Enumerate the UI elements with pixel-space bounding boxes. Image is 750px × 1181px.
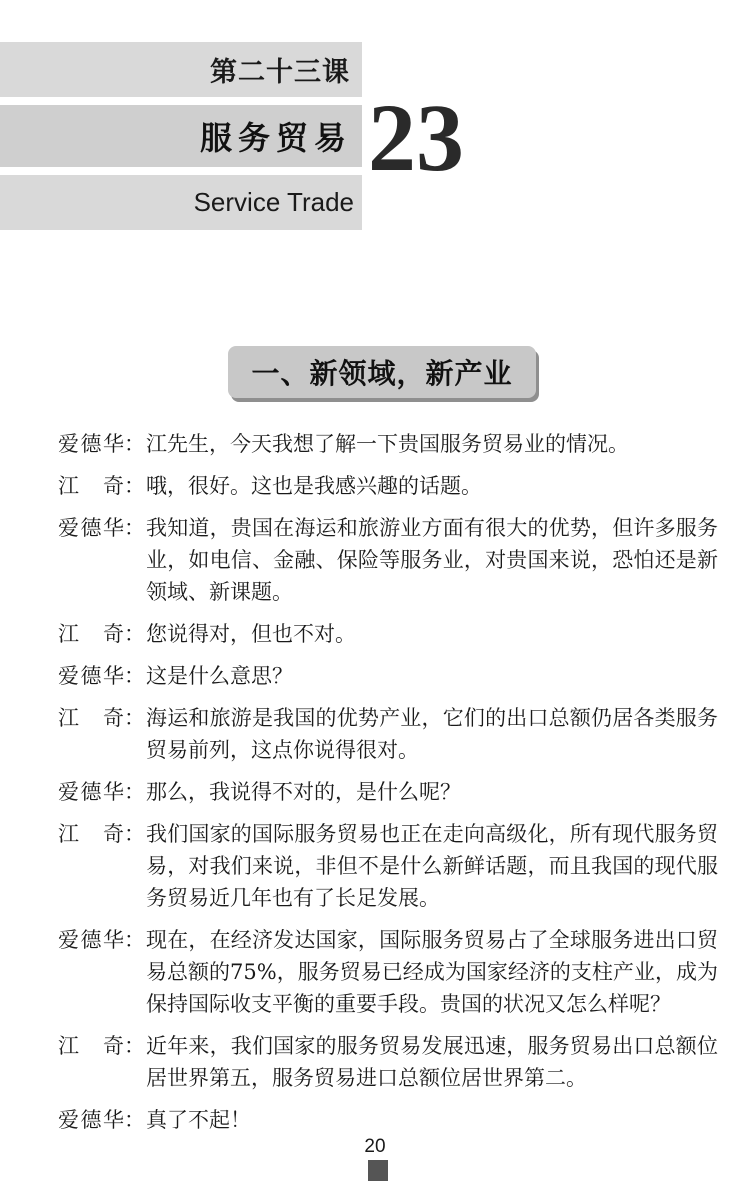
dialogue-turn: 爱德华 ： 我知道，贵国在海运和旅游业方面有很大的优势，但许多服务业，如电信、金融、保险等服务业，对贵国来说，恐怕还是新领域、新课题。 — [58, 512, 718, 608]
speech-text: 现在，在经济发达国家，国际服务贸易占了全球服务进出口贸易总额的75%，服务贸易已经成为国家经济的支柱产业，成为保持国际收支平衡的重要手段。贵国的状况又怎么样呢？ — [146, 928, 718, 1016]
speech-text: 哦，很好。这也是我感兴趣的话题。 — [146, 474, 482, 498]
speaker-name: 江奇 — [58, 622, 124, 646]
speech-text: 这是什么意思？ — [146, 664, 293, 688]
speech-text: 我们国家的国际服务贸易也正在走向高级化，所有现代服务贸易，对我们来说，非但不是什么新鲜话题，而且我国的现代服务贸易近几年也有了长足发展。 — [146, 822, 718, 910]
dialogue-turn: 爱德华 ： 真了不起！ — [58, 1104, 718, 1136]
speech-text: 真了不起！ — [146, 1108, 251, 1132]
speaker-name: 江奇 — [58, 474, 124, 498]
dialogue-turn: 爱德华 ： 江先生，今天我想了解一下贵国服务贸易业的情况。 — [58, 428, 718, 460]
dialogue — [58, 428, 718, 1146]
lesson-title-en-band — [0, 175, 362, 230]
speech-text: 我知道，贵国在海运和旅游业方面有很大的优势，但许多服务业，如电信、金融、保险等服务业，对贵国来说，恐怕还是新领域、新课题。 — [146, 516, 718, 604]
speech-text: 您说得对，但也不对。 — [146, 622, 356, 646]
section-heading: 一、新领域，新产业 — [228, 346, 536, 398]
speaker-name: 爱德华 — [58, 1108, 124, 1132]
speaker-name: 江奇 — [58, 822, 124, 846]
lesson-number-band — [0, 42, 362, 97]
page-number: 20 — [364, 1136, 386, 1157]
page-tab — [368, 1160, 388, 1181]
dialogue-turn: 江奇 ： 哦，很好。这也是我感兴趣的话题。 — [58, 470, 718, 502]
dialogue-turn: 江奇 ： 海运和旅游是我国的优势产业，它们的出口总额仍居各类服务贸易前列，这点你说得很对。 — [58, 702, 718, 766]
dialogue-turn: 江奇 ： 近年来，我们国家的服务贸易发展迅速，服务贸易出口总额位居世界第五，服务贸易进口总额位居世界第二。 — [58, 1030, 718, 1094]
speaker-name: 爱德华 — [58, 516, 124, 540]
dialogue-turn: 爱德华 ： 这是什么意思？ — [58, 660, 718, 692]
speaker-name: 爱德华 — [58, 780, 124, 804]
lesson-title-band — [0, 105, 362, 167]
speech-text: 江先生，今天我想了解一下贵国服务贸易业的情况。 — [146, 432, 629, 456]
speech-text: 那么，我说得不对的，是什么呢？ — [146, 780, 461, 804]
speaker-name: 江奇 — [58, 1034, 124, 1058]
speaker-name: 爱德华 — [58, 928, 124, 952]
lesson-number-big: 23 — [368, 84, 464, 191]
dialogue-turn: 爱德华 ： 那么，我说得不对的，是什么呢？ — [58, 776, 718, 808]
speaker-name: 爱德华 — [58, 432, 124, 456]
speech-text: 海运和旅游是我国的优势产业，它们的出口总额仍居各类服务贸易前列，这点你说得很对。 — [146, 706, 718, 762]
dialogue-turn: 江奇 ： 我们国家的国际服务贸易也正在走向高级化，所有现代服务贸易，对我们来说，非但不是什么新鲜话题，而且我国的现代服务贸易近几年也有了长足发展。 — [58, 818, 718, 914]
lesson-title: 服务贸易 — [199, 119, 352, 157]
dialogue-turn: 江奇 ： 您说得对，但也不对。 — [58, 618, 718, 650]
dialogue-turn: 爱德华 ： 现在，在经济发达国家，国际服务贸易占了全球服务进出口贸易总额的75%，服务贸易已经成为国家经济的支柱产业，成为保持国际收支平衡的重要手段。贵国的状况又怎么样呢？ — [58, 924, 718, 1020]
lesson-number: 第二十三课 — [210, 57, 350, 88]
lesson-title-en: Service Trade — [193, 187, 354, 217]
speech-text: 近年来，我们国家的服务贸易发展迅速，服务贸易出口总额位居世界第五，服务贸易进口总额位居世界第二。 — [146, 1034, 718, 1090]
speaker-name: 江奇 — [58, 706, 124, 730]
speaker-name: 爱德华 — [58, 664, 124, 688]
